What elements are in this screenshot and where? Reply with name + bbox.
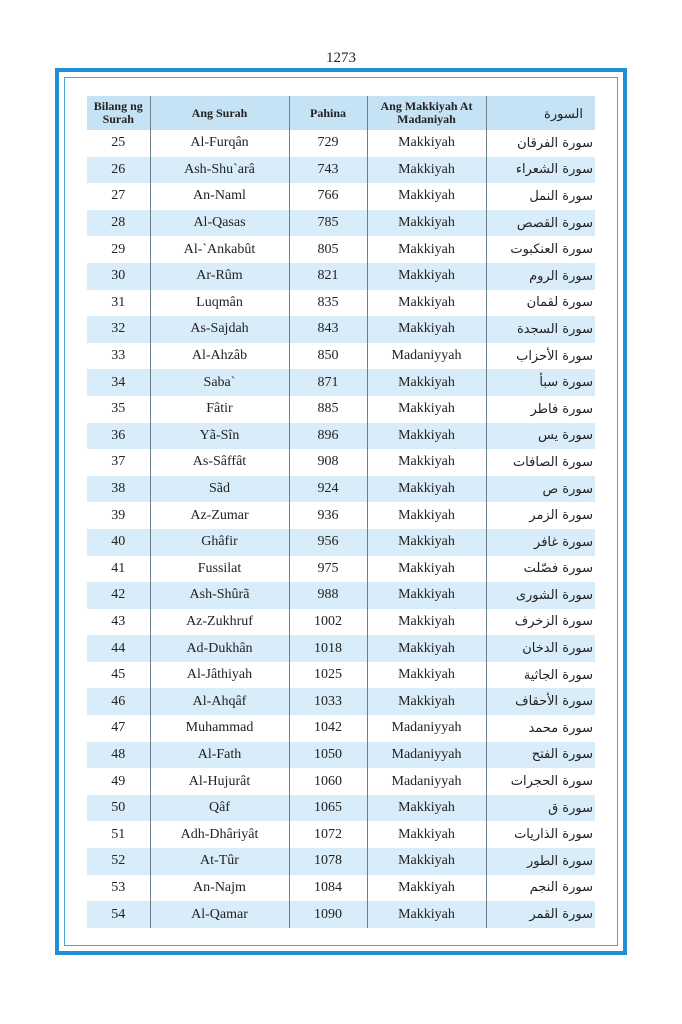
- table-row: [87, 423, 595, 450]
- surah-number-cell: 34: [111, 374, 126, 390]
- table-row: [87, 476, 595, 503]
- table-row: [87, 662, 595, 689]
- page-cell: 1042: [289, 715, 367, 742]
- page-cell: 843: [289, 316, 367, 343]
- table-row: [87, 343, 595, 370]
- surah-name-cell: Sãd: [150, 476, 289, 503]
- page-cell: 975: [289, 556, 367, 583]
- surah-name-cell: At-Tûr: [150, 848, 289, 875]
- surah-name-cell: Qâf: [150, 795, 289, 822]
- page-cell: 1060: [289, 768, 367, 795]
- arabic-name-cell: سورة الحجرات: [486, 768, 595, 795]
- surah-name-cell: Al-Fath: [150, 742, 289, 769]
- surah-number-cell: 25: [111, 135, 126, 151]
- surah-number-cell: 53: [111, 879, 126, 895]
- surah-number-cell: 42: [111, 587, 126, 603]
- surah-name-cell: Al-Furqân: [150, 130, 289, 157]
- revelation-type-cell: Makkiyah: [367, 423, 486, 450]
- table-row: [87, 157, 595, 184]
- arabic-name-cell: سورة الزخرف: [486, 609, 595, 636]
- revelation-type-cell: Makkiyah: [367, 609, 486, 636]
- surah-table: [87, 96, 595, 928]
- surah-name-cell: Fâtir: [150, 396, 289, 423]
- table-header-row: [87, 96, 595, 130]
- table-row: [87, 635, 595, 662]
- revelation-type-cell: Makkiyah: [367, 263, 486, 290]
- revelation-type-cell: Madaniyyah: [367, 715, 486, 742]
- arabic-name-cell: سورة الذاريات: [486, 821, 595, 848]
- revelation-type-cell: Madaniyyah: [367, 742, 486, 769]
- surah-name-cell: Fussilat: [150, 556, 289, 583]
- surah-name-cell: Al-Qasas: [150, 210, 289, 237]
- header-revelation-type: Ang Makkiyah At Madaniyah: [367, 96, 486, 130]
- arabic-name-cell: سورة الأحقاف: [486, 688, 595, 715]
- revelation-type-cell: Makkiyah: [367, 476, 486, 503]
- page-cell: 936: [289, 502, 367, 529]
- table-row: [87, 290, 595, 317]
- surah-number-cell: 32: [111, 321, 126, 337]
- revelation-type-cell: Makkiyah: [367, 369, 486, 396]
- arabic-name-cell: سورة الدخان: [486, 635, 595, 662]
- surah-number-cell: 45: [111, 667, 126, 683]
- surah-number-cell: 30: [111, 268, 126, 284]
- table-row: [87, 396, 595, 423]
- surah-number-cell: 54: [111, 906, 126, 922]
- table-row: [87, 210, 595, 237]
- revelation-type-cell: Makkiyah: [367, 316, 486, 343]
- arabic-name-cell: سورة الشعراء: [486, 157, 595, 184]
- surah-name-cell: Saba`: [150, 369, 289, 396]
- surah-number-cell: 47: [111, 720, 126, 736]
- arabic-name-cell: سورة ق: [486, 795, 595, 822]
- revelation-type-cell: Makkiyah: [367, 821, 486, 848]
- page-cell: 924: [289, 476, 367, 503]
- page-cell: 785: [289, 210, 367, 237]
- surah-number-cell: 50: [111, 800, 126, 816]
- table-row: [87, 715, 595, 742]
- surah-number-cell: 28: [111, 215, 126, 231]
- surah-name-cell: Al-Qamar: [150, 901, 289, 928]
- surah-number-cell: 48: [111, 746, 126, 762]
- page-cell: 1090: [289, 901, 367, 928]
- surah-name-cell: Ash-Shu`arâ: [150, 157, 289, 184]
- surah-name-cell: Al-Ahzâb: [150, 343, 289, 370]
- revelation-type-cell: Makkiyah: [367, 529, 486, 556]
- revelation-type-cell: Makkiyah: [367, 157, 486, 184]
- table-row: [87, 901, 595, 928]
- revelation-type-cell: Makkiyah: [367, 848, 486, 875]
- page-cell: 805: [289, 236, 367, 263]
- arabic-name-cell: سورة الجاثية: [486, 662, 595, 689]
- page-cell: 850: [289, 343, 367, 370]
- surah-number-cell: 38: [111, 481, 126, 497]
- revelation-type-cell: Makkiyah: [367, 396, 486, 423]
- revelation-type-cell: Makkiyah: [367, 290, 486, 317]
- revelation-type-cell: Makkiyah: [367, 236, 486, 263]
- page-number: 1273: [326, 50, 356, 66]
- table-row: [87, 316, 595, 343]
- surah-name-cell: As-Sâffât: [150, 449, 289, 476]
- surah-name-cell: Ghâfir: [150, 529, 289, 556]
- page-cell: 1084: [289, 875, 367, 902]
- surah-name-cell: An-Naml: [150, 183, 289, 210]
- table-row: [87, 582, 595, 609]
- surah-name-cell: Az-Zumar: [150, 502, 289, 529]
- surah-name-cell: Az-Zukhruf: [150, 609, 289, 636]
- surah-name-cell: Ad-Dukhân: [150, 635, 289, 662]
- page-cell: 1018: [289, 635, 367, 662]
- revelation-type-cell: Makkiyah: [367, 502, 486, 529]
- revelation-type-cell: Madaniyyah: [367, 343, 486, 370]
- revelation-type-cell: Makkiyah: [367, 183, 486, 210]
- arabic-name-cell: سورة القصص: [486, 210, 595, 237]
- surah-number-cell: 26: [111, 161, 126, 177]
- page-cell: 896: [289, 423, 367, 450]
- arabic-name-cell: سورة يس: [486, 423, 595, 450]
- page-cell: 988: [289, 582, 367, 609]
- surah-number-cell: 29: [111, 241, 126, 257]
- page-cell: 885: [289, 396, 367, 423]
- page-cell: 766: [289, 183, 367, 210]
- revelation-type-cell: Makkiyah: [367, 635, 486, 662]
- revelation-type-cell: Makkiyah: [367, 449, 486, 476]
- table-row: [87, 609, 595, 636]
- surah-name-cell: Ar-Rûm: [150, 263, 289, 290]
- table-row: [87, 742, 595, 769]
- arabic-name-cell: سورة سبأ: [486, 369, 595, 396]
- page-cell: 821: [289, 263, 367, 290]
- page-cell: 1002: [289, 609, 367, 636]
- header-surah-name: Ang Surah: [150, 96, 289, 130]
- page-cell: 835: [289, 290, 367, 317]
- arabic-name-cell: سورة ص: [486, 476, 595, 503]
- surah-number-cell: 44: [111, 640, 126, 656]
- page-cell: 908: [289, 449, 367, 476]
- surah-name-cell: Al-Ahqâf: [150, 688, 289, 715]
- page-cell: 1065: [289, 795, 367, 822]
- surah-name-cell: Yã-Sîn: [150, 423, 289, 450]
- revelation-type-cell: Makkiyah: [367, 662, 486, 689]
- arabic-name-cell: سورة السجدة: [486, 316, 595, 343]
- surah-number-cell: 36: [111, 427, 126, 443]
- revelation-type-cell: Makkiyah: [367, 130, 486, 157]
- arabic-name-cell: سورة لقمان: [486, 290, 595, 317]
- arabic-name-cell: سورة الطور: [486, 848, 595, 875]
- table-row: [87, 502, 595, 529]
- page-cell: 871: [289, 369, 367, 396]
- table-row: [87, 130, 595, 157]
- arabic-name-cell: سورة النمل: [486, 183, 595, 210]
- surah-number-cell: 41: [111, 560, 126, 576]
- surah-number-cell: 40: [111, 534, 126, 550]
- surah-number-cell: 46: [111, 693, 126, 709]
- page-cell: 956: [289, 529, 367, 556]
- surah-number-cell: 43: [111, 613, 126, 629]
- arabic-name-cell: سورة فصّلت: [486, 556, 595, 583]
- arabic-name-cell: سورة محمد: [486, 715, 595, 742]
- arabic-name-cell: سورة العنكبوت: [486, 236, 595, 263]
- page-cell: 1050: [289, 742, 367, 769]
- surah-name-cell: Al-Hujurât: [150, 768, 289, 795]
- revelation-type-cell: Makkiyah: [367, 210, 486, 237]
- surah-name-cell: Muhammad: [150, 715, 289, 742]
- arabic-name-cell: سورة فاطر: [486, 396, 595, 423]
- surah-name-cell: As-Sajdah: [150, 316, 289, 343]
- arabic-name-cell: سورة الصافات: [486, 449, 595, 476]
- surah-number-cell: 51: [111, 826, 126, 842]
- revelation-type-cell: Makkiyah: [367, 901, 486, 928]
- surah-number-cell: 31: [111, 294, 126, 310]
- arabic-name-cell: سورة الشورى: [486, 582, 595, 609]
- arabic-name-cell: سورة القمر: [486, 901, 595, 928]
- table-row: [87, 821, 595, 848]
- surah-name-cell: Al-Jâthiyah: [150, 662, 289, 689]
- surah-name-cell: Luqmân: [150, 290, 289, 317]
- surah-number-cell: 35: [111, 401, 126, 417]
- surah-name-cell: An-Najm: [150, 875, 289, 902]
- revelation-type-cell: Makkiyah: [367, 582, 486, 609]
- arabic-name-cell: سورة غافر: [486, 529, 595, 556]
- arabic-name-cell: سورة الزمر: [486, 502, 595, 529]
- page-cell: 1078: [289, 848, 367, 875]
- surah-name-cell: Adh-Dhâriyât: [150, 821, 289, 848]
- header-surah-number: Bilang ng Surah: [93, 99, 143, 126]
- table-row: [87, 529, 595, 556]
- arabic-name-cell: سورة الروم: [486, 263, 595, 290]
- table-row: [87, 795, 595, 822]
- page-cell: 1033: [289, 688, 367, 715]
- table-row: [87, 875, 595, 902]
- arabic-name-cell: سورة الفتح: [486, 742, 595, 769]
- table-row: [87, 236, 595, 263]
- table-row: [87, 556, 595, 583]
- table-body: [87, 130, 595, 928]
- table-row: [87, 263, 595, 290]
- arabic-name-cell: سورة الفرقان: [486, 130, 595, 157]
- table-row: [87, 449, 595, 476]
- surah-number-cell: 37: [111, 454, 126, 470]
- table-row: [87, 183, 595, 210]
- page-cell: 729: [289, 130, 367, 157]
- surah-number-cell: 27: [111, 188, 126, 204]
- revelation-type-cell: Makkiyah: [367, 556, 486, 583]
- table-row: [87, 688, 595, 715]
- revelation-type-cell: Madaniyyah: [367, 768, 486, 795]
- table-row: [87, 768, 595, 795]
- surah-number-cell: 39: [111, 507, 126, 523]
- header-arabic-name: السورة: [486, 96, 595, 130]
- arabic-name-cell: سورة النجم: [486, 875, 595, 902]
- revelation-type-cell: Makkiyah: [367, 795, 486, 822]
- surah-name-cell: Ash-Shûrã: [150, 582, 289, 609]
- revelation-type-cell: Makkiyah: [367, 688, 486, 715]
- surah-name-cell: Al-`Ankabût: [150, 236, 289, 263]
- surah-number-cell: 33: [111, 348, 126, 364]
- table-row: [87, 369, 595, 396]
- revelation-type-cell: Makkiyah: [367, 875, 486, 902]
- page-cell: 743: [289, 157, 367, 184]
- arabic-name-cell: سورة الأحزاب: [486, 343, 595, 370]
- header-page: Pahina: [289, 96, 367, 130]
- surah-number-cell: 52: [111, 853, 126, 869]
- page-cell: 1072: [289, 821, 367, 848]
- surah-number-cell: 49: [111, 773, 126, 789]
- page-cell: 1025: [289, 662, 367, 689]
- table-row: [87, 848, 595, 875]
